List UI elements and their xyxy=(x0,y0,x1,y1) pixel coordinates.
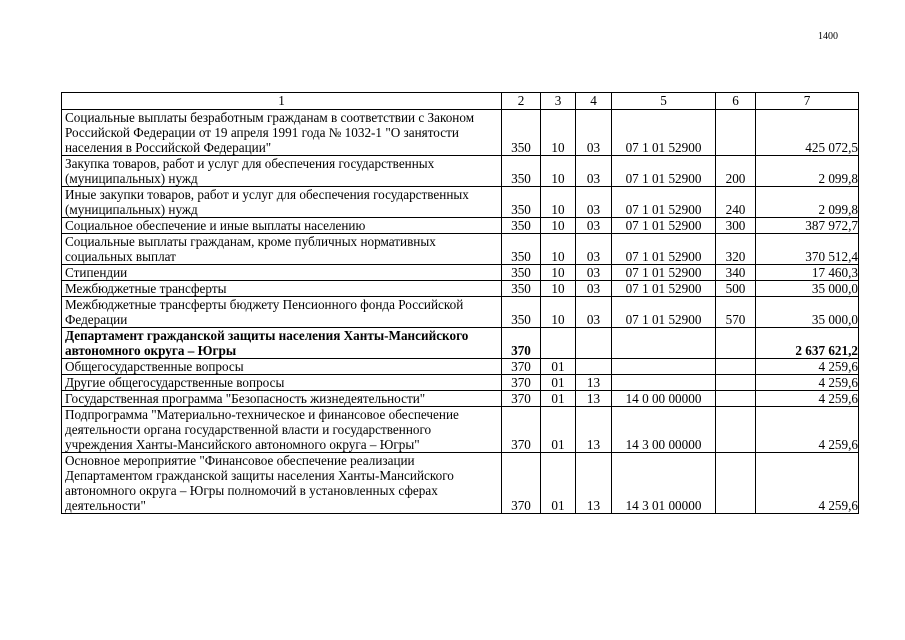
row-name-cell: Закупка товаров, работ и услуг для обеспечения государственных (муниципальных) нужд xyxy=(62,156,502,187)
row-sum-cell: 35 000,0 xyxy=(756,297,859,328)
table-body xyxy=(62,93,859,514)
header-cell: 5 xyxy=(612,93,716,110)
row-expense-type-cell xyxy=(716,110,756,156)
header-cell: 1 xyxy=(62,93,502,110)
row-name-cell: Основное мероприятие "Финансовое обеспечение реализации Департаментом гражданской защиты населения Ханты-Мансийского автономного округа – Югры полномочий в установленных сферах деятельности" xyxy=(62,453,502,514)
row-admin-code-cell: 350 xyxy=(502,265,541,281)
row-section-cell: 10 xyxy=(541,265,576,281)
row-sum-cell: 4 259,6 xyxy=(756,391,859,407)
row-admin-code-cell: 350 xyxy=(502,110,541,156)
row-admin-code-cell: 370 xyxy=(502,391,541,407)
row-expense-type-cell xyxy=(716,407,756,453)
row-section-cell: 10 xyxy=(541,218,576,234)
row-name-cell: Иные закупки товаров, работ и услуг для обеспечения государственных (муниципальных) нужд xyxy=(62,187,502,218)
row-name-cell: Общегосударственные вопросы xyxy=(62,359,502,375)
row-expense-type-cell: 500 xyxy=(716,281,756,297)
table-row xyxy=(62,407,859,453)
row-subsection-cell: 03 xyxy=(576,265,612,281)
row-sum-cell: 4 259,6 xyxy=(756,453,859,514)
page-number: 1400 xyxy=(818,31,838,42)
row-admin-code-cell: 350 xyxy=(502,234,541,265)
header-cell: 2 xyxy=(502,93,541,110)
row-subsection-cell: 03 xyxy=(576,156,612,187)
table-row xyxy=(62,234,859,265)
row-admin-code-cell: 350 xyxy=(502,187,541,218)
table-row xyxy=(62,156,859,187)
row-section-cell: 01 xyxy=(541,453,576,514)
row-sum-cell: 387 972,7 xyxy=(756,218,859,234)
row-expense-type-cell: 200 xyxy=(716,156,756,187)
row-section-cell: 01 xyxy=(541,391,576,407)
row-subsection-cell: 03 xyxy=(576,234,612,265)
row-subsection-cell: 13 xyxy=(576,453,612,514)
row-sum-cell: 370 512,4 xyxy=(756,234,859,265)
row-section-cell: 10 xyxy=(541,234,576,265)
table-row xyxy=(62,218,859,234)
row-subsection-cell: 13 xyxy=(576,391,612,407)
row-target-article-cell: 14 3 00 00000 xyxy=(612,407,716,453)
row-admin-code-cell: 370 xyxy=(502,328,541,359)
row-name-cell: Другие общегосударственные вопросы xyxy=(62,375,502,391)
row-admin-code-cell: 350 xyxy=(502,156,541,187)
table-row xyxy=(62,391,859,407)
row-subsection-cell: 03 xyxy=(576,218,612,234)
header-cell: 4 xyxy=(576,93,612,110)
table-row xyxy=(62,453,859,514)
row-target-article-cell: 07 1 01 52900 xyxy=(612,110,716,156)
row-subsection-cell xyxy=(576,328,612,359)
row-name-cell: Социальные выплаты гражданам, кроме публичных нормативных социальных выплат xyxy=(62,234,502,265)
row-name-cell: Государственная программа "Безопасность жизнедеятельности" xyxy=(62,391,502,407)
row-sum-cell: 2 099,8 xyxy=(756,187,859,218)
row-target-article-cell xyxy=(612,375,716,391)
row-target-article-cell: 07 1 01 52900 xyxy=(612,265,716,281)
row-admin-code-cell: 370 xyxy=(502,407,541,453)
row-expense-type-cell xyxy=(716,328,756,359)
row-subsection-cell xyxy=(576,359,612,375)
row-expense-type-cell: 320 xyxy=(716,234,756,265)
row-subsection-cell: 03 xyxy=(576,297,612,328)
table-row xyxy=(62,297,859,328)
row-subsection-cell: 13 xyxy=(576,375,612,391)
row-admin-code-cell: 350 xyxy=(502,297,541,328)
table-row xyxy=(62,281,859,297)
row-subsection-cell: 03 xyxy=(576,281,612,297)
header-row xyxy=(62,93,859,110)
row-section-cell: 10 xyxy=(541,281,576,297)
row-target-article-cell xyxy=(612,359,716,375)
row-sum-cell: 17 460,3 xyxy=(756,265,859,281)
row-section-cell xyxy=(541,328,576,359)
row-target-article-cell: 14 0 00 00000 xyxy=(612,391,716,407)
row-expense-type-cell: 570 xyxy=(716,297,756,328)
row-target-article-cell: 07 1 01 52900 xyxy=(612,218,716,234)
row-name-cell: Межбюджетные трансферты xyxy=(62,281,502,297)
row-target-article-cell: 07 1 01 52900 xyxy=(612,156,716,187)
row-section-cell: 10 xyxy=(541,187,576,218)
row-admin-code-cell: 350 xyxy=(502,281,541,297)
row-sum-cell: 2 637 621,2 xyxy=(756,328,859,359)
row-section-cell: 01 xyxy=(541,375,576,391)
row-expense-type-cell xyxy=(716,375,756,391)
row-expense-type-cell xyxy=(716,453,756,514)
row-admin-code-cell: 350 xyxy=(502,218,541,234)
table-row xyxy=(62,328,859,359)
row-name-cell: Социальные выплаты безработным гражданам в соответствии с Законом Российской Федерации от 19 апреля 1991 года № 1032-1 "О занятости населения в Российской Федерации" xyxy=(62,110,502,156)
table-row xyxy=(62,375,859,391)
row-admin-code-cell: 370 xyxy=(502,375,541,391)
row-sum-cell: 4 259,6 xyxy=(756,407,859,453)
row-expense-type-cell: 300 xyxy=(716,218,756,234)
row-name-cell: Социальное обеспечение и иные выплаты населению xyxy=(62,218,502,234)
row-sum-cell: 4 259,6 xyxy=(756,359,859,375)
row-admin-code-cell: 370 xyxy=(502,453,541,514)
row-sum-cell: 35 000,0 xyxy=(756,281,859,297)
row-target-article-cell: 14 3 01 00000 xyxy=(612,453,716,514)
row-sum-cell: 4 259,6 xyxy=(756,375,859,391)
row-target-article-cell: 07 1 01 52900 xyxy=(612,187,716,218)
table-row xyxy=(62,187,859,218)
row-expense-type-cell xyxy=(716,391,756,407)
row-section-cell: 01 xyxy=(541,359,576,375)
row-name-cell: Подпрограмма "Материально-техническое и финансовое обеспечение деятельности органа государственной власти и государственного учреждения Ханты-Мансийского автономного округа – Югры" xyxy=(62,407,502,453)
row-name-cell: Межбюджетные трансферты бюджету Пенсионного фонда Российской Федерации xyxy=(62,297,502,328)
row-target-article-cell: 07 1 01 52900 xyxy=(612,297,716,328)
table-row xyxy=(62,265,859,281)
row-target-article-cell xyxy=(612,328,716,359)
budget-table xyxy=(61,92,859,514)
row-name-cell: Департамент гражданской защиты населения Ханты-Мансийского автономного округа – Югры xyxy=(62,328,502,359)
row-expense-type-cell: 340 xyxy=(716,265,756,281)
header-cell: 7 xyxy=(756,93,859,110)
table-row xyxy=(62,110,859,156)
row-section-cell: 10 xyxy=(541,110,576,156)
row-admin-code-cell: 370 xyxy=(502,359,541,375)
row-sum-cell: 425 072,5 xyxy=(756,110,859,156)
row-subsection-cell: 03 xyxy=(576,187,612,218)
row-target-article-cell: 07 1 01 52900 xyxy=(612,234,716,265)
row-section-cell: 01 xyxy=(541,407,576,453)
row-expense-type-cell xyxy=(716,359,756,375)
table-row xyxy=(62,359,859,375)
header-cell: 6 xyxy=(716,93,756,110)
row-section-cell: 10 xyxy=(541,297,576,328)
row-target-article-cell: 07 1 01 52900 xyxy=(612,281,716,297)
header-cell: 3 xyxy=(541,93,576,110)
row-section-cell: 10 xyxy=(541,156,576,187)
row-sum-cell: 2 099,8 xyxy=(756,156,859,187)
row-subsection-cell: 13 xyxy=(576,407,612,453)
row-name-cell: Стипендии xyxy=(62,265,502,281)
row-expense-type-cell: 240 xyxy=(716,187,756,218)
row-subsection-cell: 03 xyxy=(576,110,612,156)
